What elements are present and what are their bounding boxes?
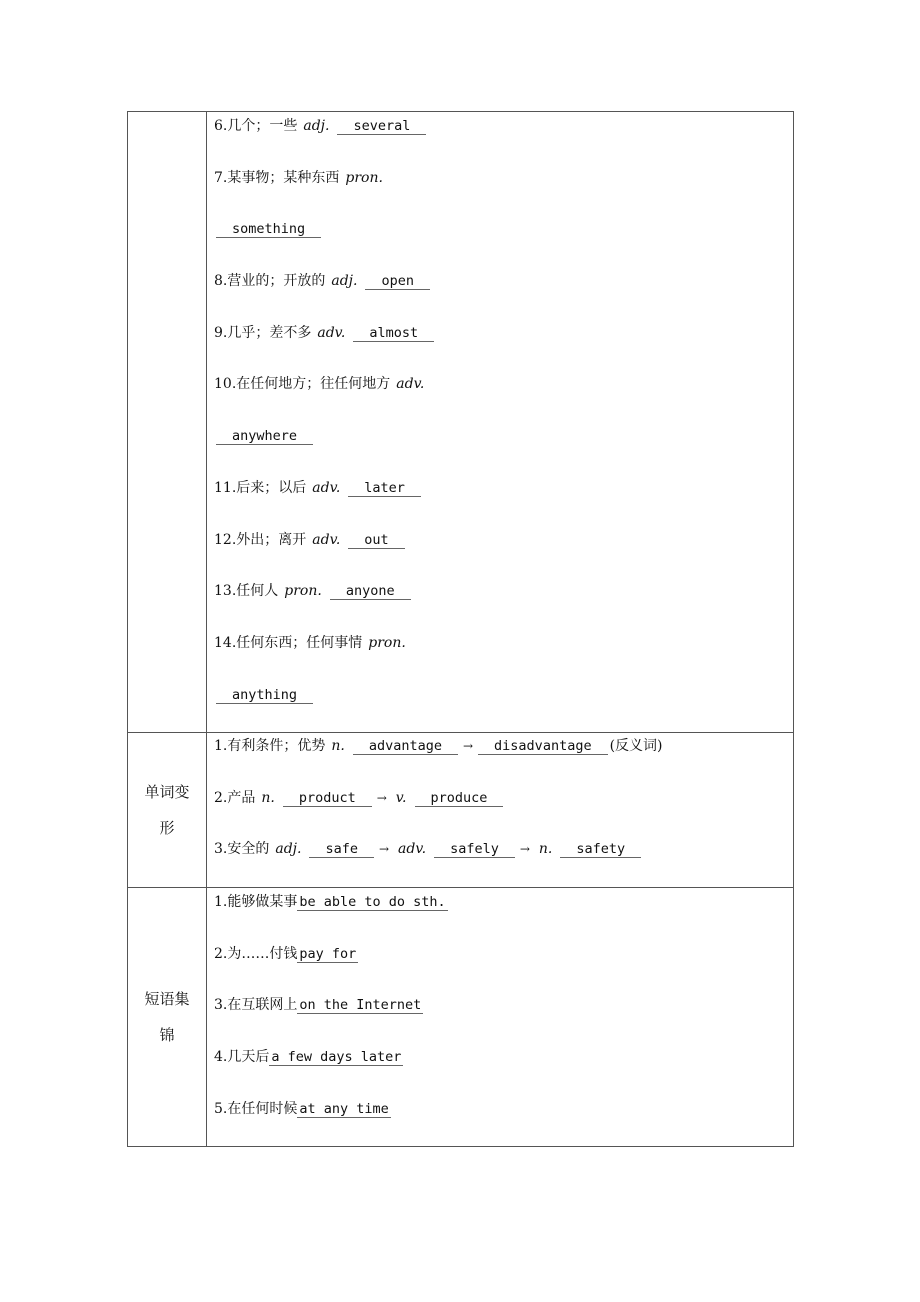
- answer-blank: safe: [309, 841, 374, 858]
- section-header: [128, 888, 207, 1146]
- list-item: [214, 675, 793, 727]
- list-item: [214, 520, 793, 572]
- list-item: [214, 1089, 793, 1141]
- phrase-answer: be able to do sth.: [299, 894, 446, 910]
- item-text: 4.几天后: [214, 1049, 270, 1066]
- phrase-answer: on the Internet: [299, 997, 422, 1014]
- word-forms-section: [128, 733, 793, 888]
- answer-blank: safely: [434, 841, 515, 858]
- item-text: 13.任何人: [214, 583, 279, 600]
- answer-blank: anywhere: [216, 428, 313, 445]
- part-of-speech: n.: [331, 738, 345, 754]
- item-text: 8.营业的；开放的: [214, 273, 326, 290]
- part-of-speech: adv.: [312, 479, 341, 496]
- item-text: 1.能够做某事: [214, 894, 298, 910]
- answer-blank: several: [337, 118, 426, 135]
- answer-blank: safety: [560, 841, 641, 858]
- part-of-speech: pron.: [284, 583, 322, 600]
- item-text: 10.在任何地方；往任何地方: [214, 376, 391, 393]
- list-item: [214, 778, 793, 830]
- phrase-answer: pay for: [299, 945, 357, 962]
- answer-blank: product: [283, 790, 372, 807]
- list-item: [214, 829, 793, 881]
- item-text: 1.有利条件；优势: [214, 738, 326, 754]
- section-header-text: 形: [159, 819, 175, 837]
- item-text: 2.产品: [214, 789, 256, 806]
- list-item: [214, 364, 793, 416]
- part-of-speech: adj.: [331, 273, 358, 290]
- vocabulary-table: [127, 111, 794, 1147]
- answer-blank: advantage: [353, 738, 458, 755]
- part-of-speech: pron.: [368, 634, 406, 651]
- section-header-text: 单词变: [144, 783, 190, 801]
- list-item: [214, 416, 793, 468]
- part-of-speech: adv.: [312, 531, 341, 548]
- phrase-answer: a few days later: [271, 1049, 402, 1066]
- phrases-section: [128, 888, 793, 1146]
- arrow-icon: →: [462, 739, 474, 753]
- item-text: 6.几个；一些: [214, 118, 298, 134]
- item-text: 3.安全的: [214, 841, 270, 858]
- list-item: [214, 468, 793, 520]
- list-item: [214, 726, 793, 778]
- list-item: [214, 158, 793, 210]
- answer-blank: something: [216, 221, 321, 238]
- item-text: 3.在互联网上: [214, 997, 298, 1014]
- part-of-speech: adv.: [398, 841, 427, 858]
- arrow-icon: →: [378, 842, 390, 857]
- answer-blank: produce: [415, 790, 504, 807]
- list-item: [214, 934, 793, 986]
- answer-blank: disadvantage: [478, 738, 608, 755]
- list-item: [214, 313, 793, 365]
- part-of-speech: n.: [261, 789, 275, 806]
- answer-blank: later: [348, 480, 421, 497]
- list-item: [214, 882, 793, 934]
- section-header: [128, 733, 207, 887]
- answer-blank: almost: [353, 325, 434, 342]
- section-header-text: 短语集: [144, 990, 190, 1008]
- part-of-speech: v.: [395, 789, 407, 806]
- answer-blank: anything: [216, 687, 313, 704]
- answer-blank: out: [348, 532, 404, 549]
- answer-blank: anyone: [330, 583, 411, 600]
- item-text: 9.几乎；差不多: [214, 324, 312, 341]
- list-item: [214, 985, 793, 1037]
- list-item: [214, 106, 793, 158]
- arrow-icon: →: [519, 842, 530, 857]
- list-item: [214, 1037, 793, 1089]
- vocabulary-section: [128, 112, 793, 733]
- part-of-speech: adv.: [396, 376, 425, 393]
- part-of-speech: adj.: [303, 118, 330, 134]
- item-text: 5.在任何时候: [214, 1100, 298, 1117]
- item-text: 7.某事物；某种东西: [214, 169, 340, 186]
- part-of-speech: adj.: [275, 841, 302, 858]
- item-text: 14.任何东西；任何事情: [214, 634, 363, 651]
- list-item: [214, 571, 793, 623]
- item-text: (反义词): [609, 738, 663, 754]
- part-of-speech: pron.: [345, 169, 383, 186]
- list-item: [214, 209, 793, 261]
- part-of-speech: adv.: [317, 324, 346, 341]
- arrow-icon: →: [376, 790, 387, 805]
- section-header: [128, 112, 207, 732]
- item-text: 11.后来；以后: [214, 479, 307, 496]
- answer-blank: open: [365, 273, 430, 290]
- item-text: 12.外出；离开: [214, 531, 307, 548]
- list-item: [214, 261, 793, 313]
- phrase-answer: at any time: [299, 1100, 389, 1117]
- part-of-speech: n.: [538, 841, 553, 858]
- item-text: 2.为……付钱: [214, 945, 298, 962]
- list-item: [214, 623, 793, 675]
- section-header-text: 锦: [159, 1026, 175, 1044]
